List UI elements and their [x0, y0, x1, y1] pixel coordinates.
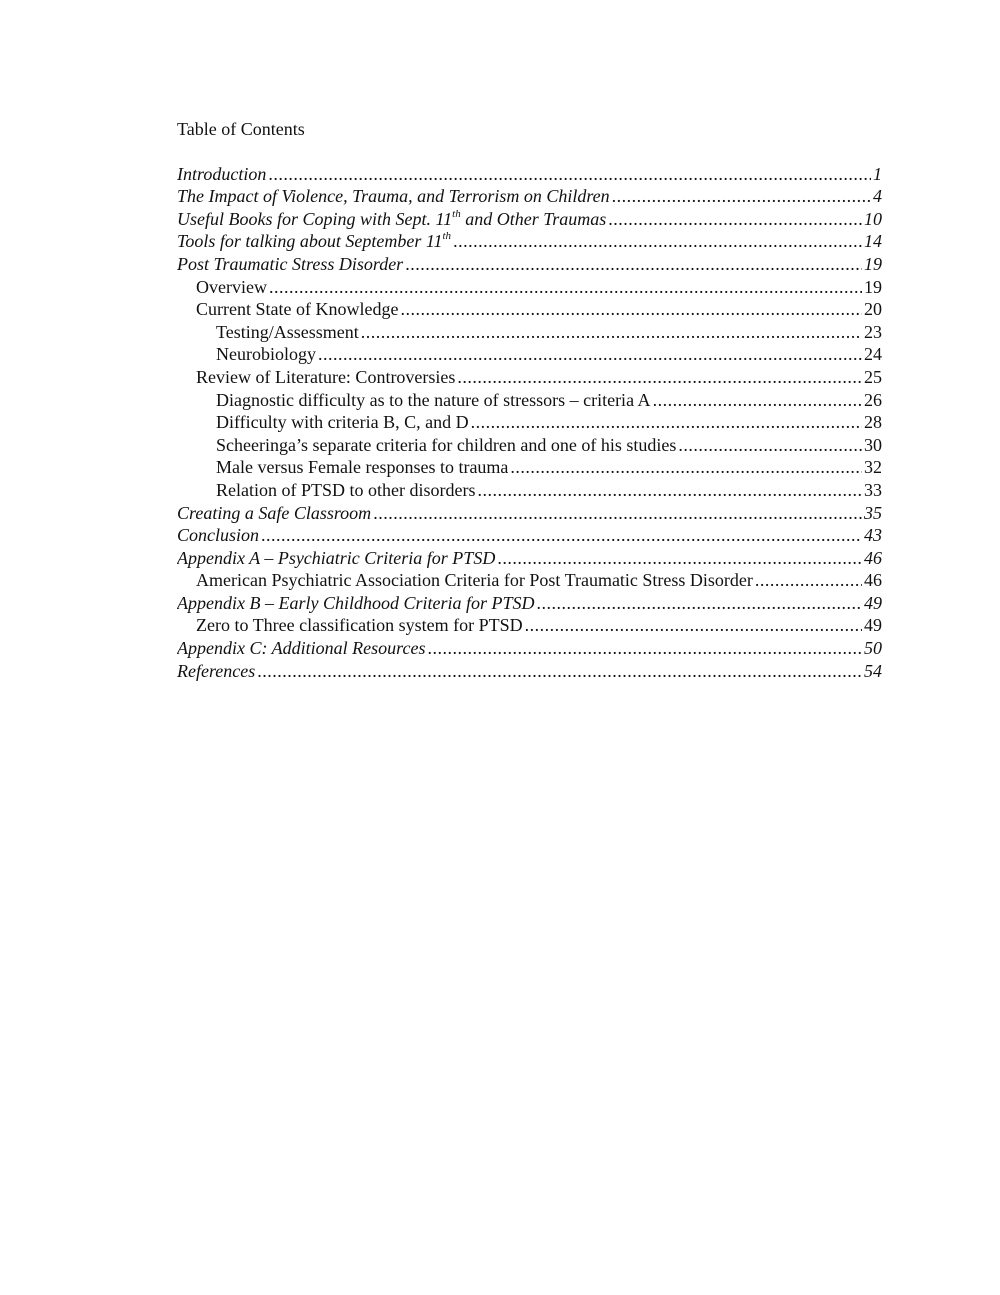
- toc-entry-text: Current State of Knowledge: [196, 299, 399, 320]
- toc-entry[interactable]: [177, 411, 882, 434]
- toc-dot-leader: [497, 547, 862, 569]
- toc-entry-label: [177, 592, 535, 614]
- toc-entry[interactable]: [177, 388, 882, 411]
- toc-dot-leader: [261, 524, 862, 546]
- toc-entry-label: [177, 637, 425, 659]
- toc-entry-label: [177, 163, 266, 185]
- toc-dot-leader: [373, 502, 862, 524]
- toc-page-number: 23: [864, 321, 882, 342]
- toc-entry-superscript: th: [452, 207, 461, 220]
- toc-dot-leader: [525, 614, 862, 636]
- toc-page-number: 1: [873, 163, 882, 184]
- toc-list: [177, 162, 882, 682]
- toc-dot-leader: [608, 208, 862, 230]
- toc-entry[interactable]: [177, 162, 882, 185]
- toc-entry-text-tail: and Other Traumas: [460, 208, 607, 229]
- toc-page-number: 14: [864, 231, 882, 252]
- toc-entry-text: Male versus Female responses to trauma: [216, 457, 509, 478]
- toc-page-number: 43: [864, 525, 882, 546]
- toc-entry-text: Relation of PTSD to other disorders: [216, 479, 476, 500]
- toc-page-number: 32: [864, 457, 882, 478]
- toc-entry-label: [177, 547, 495, 569]
- toc-entry[interactable]: [177, 365, 882, 388]
- toc-dot-leader: [427, 637, 862, 659]
- toc-entry-text: Neurobiology: [216, 344, 316, 365]
- toc-dot-leader: [678, 434, 862, 456]
- toc-entry[interactable]: [177, 343, 882, 366]
- toc-entry[interactable]: [177, 185, 882, 208]
- toc-entry-text: Creating a Safe Classroom: [177, 502, 372, 523]
- toc-page-number: 25: [864, 366, 882, 387]
- toc-entry-text: Appendix B – Early Childhood Criteria for PTSD: [177, 592, 535, 613]
- toc-entry-label: [177, 208, 606, 230]
- toc-page-number: 33: [864, 479, 882, 500]
- toc-dot-leader: [755, 569, 862, 591]
- toc-entry-text: Tools for talking about September 11: [177, 231, 443, 252]
- toc-entry-text: Appendix C: Additional Resources: [177, 638, 426, 659]
- toc-entry-text: Scheeringa’s separate criteria for children and one of his studies: [216, 434, 677, 455]
- toc-entry-superscript: th: [442, 230, 452, 243]
- toc-entry-label: [216, 411, 469, 433]
- toc-dot-leader: [269, 276, 862, 298]
- toc-entry-text: References: [177, 660, 256, 681]
- toc-page-number: 19: [864, 253, 882, 274]
- toc-page-number: 30: [864, 434, 882, 455]
- toc-entry[interactable]: [177, 207, 882, 230]
- toc-page-number: 4: [873, 186, 882, 207]
- toc-entry-text: Conclusion: [177, 525, 260, 546]
- toc-entry[interactable]: [177, 501, 882, 524]
- toc-entry[interactable]: [177, 230, 882, 253]
- toc-page-number: 50: [864, 638, 882, 659]
- toc-entry-label: [216, 389, 651, 411]
- toc-entry[interactable]: [177, 275, 882, 298]
- toc-entry-label: [196, 298, 398, 320]
- toc-entry-text: Zero to Three classification system for PTSD: [196, 615, 523, 636]
- toc-entry[interactable]: [177, 478, 882, 501]
- toc-entry-label: [216, 479, 475, 501]
- toc-entry-text: Diagnostic difficulty as to the nature of stressors – criteria A: [216, 389, 651, 410]
- toc-dot-leader: [537, 592, 863, 614]
- toc-page-number: 35: [864, 502, 882, 523]
- toc-entry[interactable]: [177, 546, 882, 569]
- toc-entry[interactable]: [177, 659, 882, 682]
- toc-entry-label: [177, 185, 610, 207]
- toc-entry-text: Difficulty with criteria B, C, and D: [216, 412, 469, 433]
- toc-entry[interactable]: [177, 569, 882, 592]
- toc-dot-leader: [257, 660, 862, 682]
- toc-page-number: 46: [864, 570, 882, 591]
- toc-entry[interactable]: [177, 524, 882, 547]
- toc-dot-leader: [471, 411, 862, 433]
- toc-dot-leader: [612, 185, 871, 207]
- toc-page-number: 54: [864, 660, 882, 681]
- toc-dot-leader: [510, 456, 862, 478]
- toc-entry-label: [196, 366, 455, 388]
- toc-entry-label: [177, 230, 451, 252]
- toc-entry-text: Introduction: [177, 163, 267, 184]
- toc-dot-leader: [268, 163, 871, 185]
- toc-entry-text: American Psychiatric Association Criteria for Post Traumatic Stress Disorder: [196, 570, 753, 591]
- toc-dot-leader: [400, 298, 862, 320]
- toc-entry-text: Post Traumatic Stress Disorder: [177, 253, 404, 274]
- toc-entry-label: [216, 434, 676, 456]
- toc-dot-leader: [453, 230, 862, 252]
- toc-dot-leader: [318, 343, 862, 365]
- toc-entry[interactable]: [177, 614, 882, 637]
- toc-entry-label: [216, 456, 508, 478]
- toc-entry[interactable]: [177, 591, 882, 614]
- toc-entry-text: Review of Literature: Controversies: [196, 366, 456, 387]
- toc-page-number: 10: [864, 208, 882, 229]
- toc-entry-label: [216, 343, 316, 365]
- toc-dot-leader: [361, 321, 862, 343]
- toc-entry-label: [177, 660, 255, 682]
- toc-entry-text: Testing/Assessment: [216, 321, 359, 342]
- toc-entry-label: [216, 321, 359, 343]
- toc-entry-text: Overview: [196, 276, 267, 297]
- toc-entry[interactable]: [177, 252, 882, 275]
- toc-entry[interactable]: [177, 320, 882, 343]
- toc-entry-label: [177, 502, 371, 524]
- toc-dot-leader: [653, 389, 862, 411]
- toc-page-number: 28: [864, 412, 882, 433]
- toc-entry-text: The Impact of Violence, Trauma, and Terrorism on Children: [177, 186, 610, 207]
- toc-entry[interactable]: [177, 433, 882, 456]
- toc-entry-label: [177, 524, 259, 546]
- toc-page-number: 49: [864, 615, 882, 636]
- toc-entry[interactable]: [177, 298, 882, 321]
- toc-page-number: 26: [864, 389, 882, 410]
- toc-entry[interactable]: [177, 636, 882, 659]
- toc-entry-label: [196, 276, 267, 298]
- toc-entry[interactable]: [177, 456, 882, 479]
- toc-page-number: 24: [864, 344, 882, 365]
- toc-title: Table of Contents: [177, 119, 305, 139]
- toc-entry-label: [177, 253, 403, 275]
- toc-entry-text: Useful Books for Coping with Sept. 11: [177, 208, 453, 229]
- toc-entry-label: [196, 569, 753, 591]
- toc-entry-label: [196, 614, 523, 636]
- toc-dot-leader: [477, 479, 862, 501]
- toc-dot-leader: [405, 253, 862, 275]
- toc-page-number: 19: [864, 276, 882, 297]
- toc-entry-text: Appendix A – Psychiatric Criteria for PTSD: [177, 547, 496, 568]
- toc-page-number: 49: [864, 592, 882, 613]
- toc-page-number: 20: [864, 299, 882, 320]
- toc-page-number: 46: [864, 547, 882, 568]
- toc-dot-leader: [457, 366, 862, 388]
